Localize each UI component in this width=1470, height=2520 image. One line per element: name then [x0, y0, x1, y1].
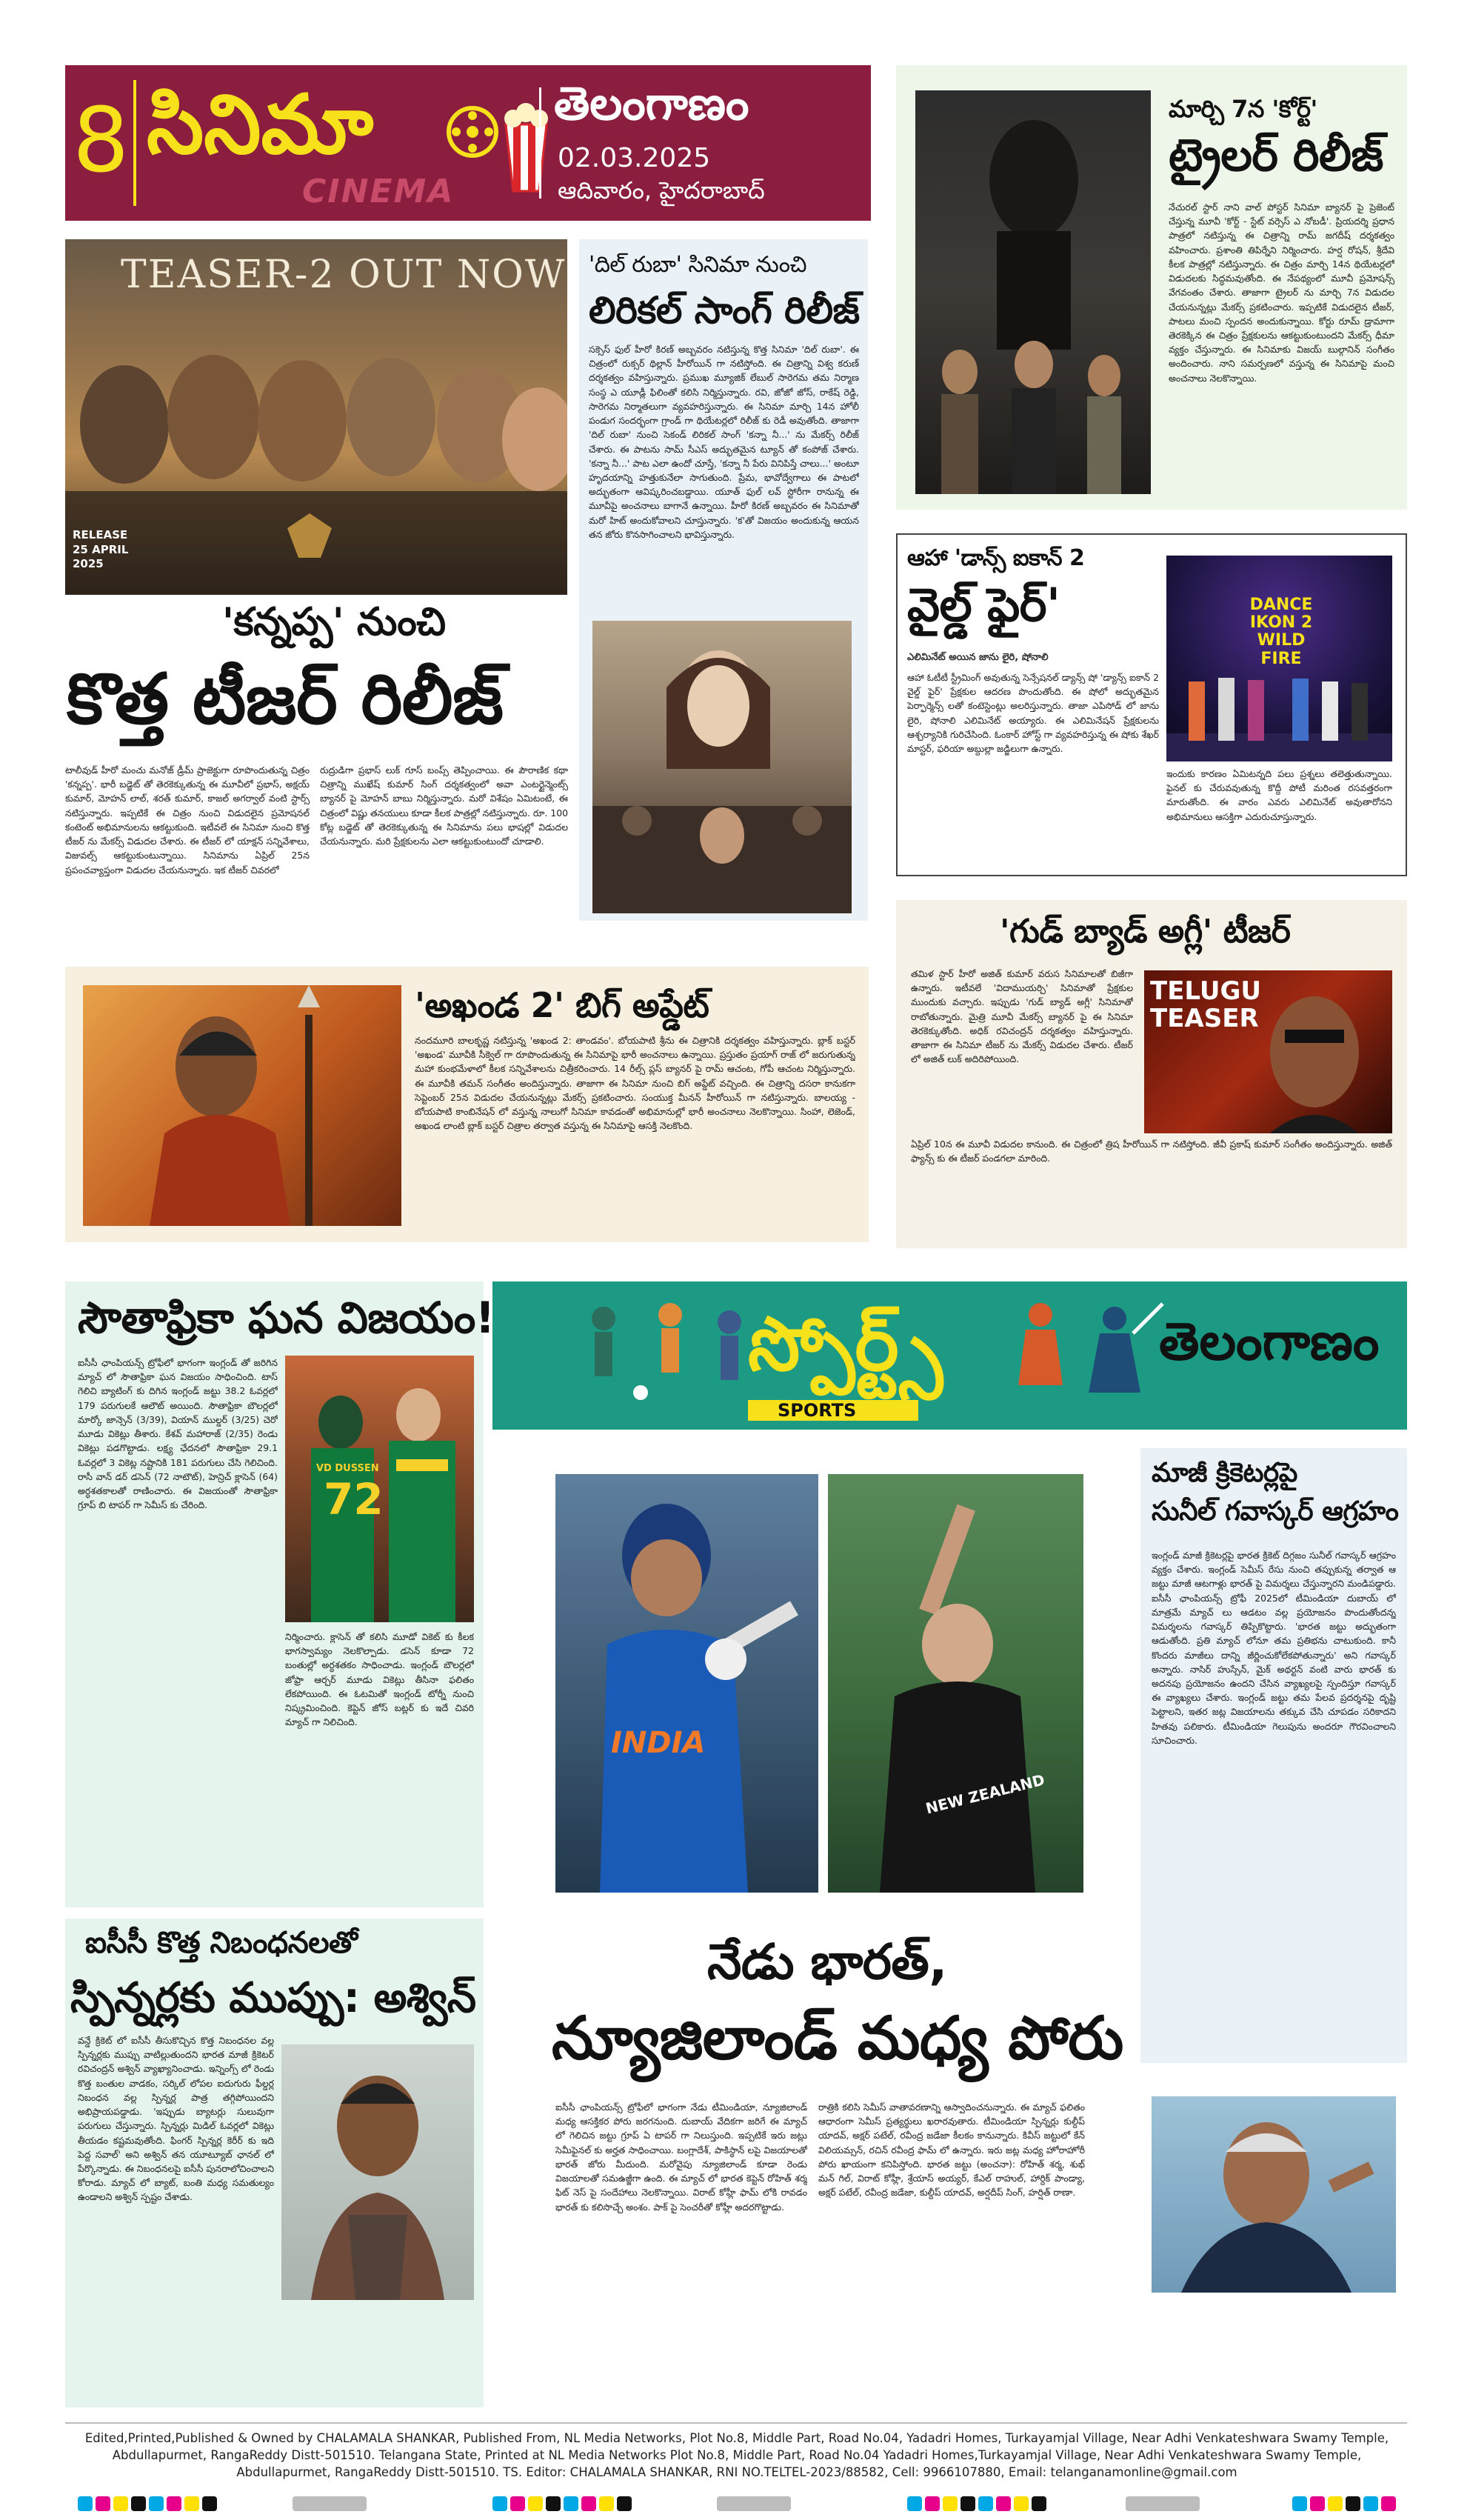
nz-player-photo: [828, 1474, 1083, 1893]
ashwin-kicker: ఐసీసీ కొత్త నిబంధనలతో: [85, 1926, 358, 1960]
kohli-batting-graphic: [555, 1474, 818, 1893]
masthead: [65, 65, 871, 221]
masthead-date: 02.03.2025: [558, 143, 711, 173]
dilruba-headline: లిరికల్ సాంగ్ రిలీజ్: [589, 289, 860, 332]
indnz-body-left: ఐసీసీ ఛాంపియన్స్ ట్రోఫీలో భాగంగా నేడు టీమిండియా, న్యూజిలాండ్ మధ్య ఆసక్తికర పోరు జరగనుంది. దుబాయ్ వేదికగా జరిగే ఈ మ్యాచ్ లో గెలిచిన జట్టు గ్రూప్ ఏ టాపర్ గా నిలుస్తుంది. ఇప్పటికే ఇరు జట్లు సెమీఫైనల్ కు అర్హత సాధించాయి. బంగ్లాదేశ్, పాకిస్థాన్ లపై విజయాలతో భారత్ జోరు మీదుంది. మరోవైపు న్యూజిలాండ్ కూడా రెండు విజయాలతో సమఉజ్జీగా ఉంది. ఈ మ్యాచ్ లో భారత కెప్టెన్ రోహిత్ శర్మ ఫిట్ నెస్ పై సందేహాలు నెలకొన్నాయి. విరాట్ కోహ్లీ ఫామ్ లోకి రావడం భారత్ కు కలిసొచ్చే అంశం. పాక్ పై సెంచరీతో కోహ్లీ అదరగొట్టాడు.: [555, 2101, 807, 2213]
dance-photo: [1166, 556, 1392, 761]
gavaskar-portrait-graphic: [1152, 2096, 1396, 2293]
gavaskar-kicker: మాజీ క్రికెటర్లపై: [1152, 1458, 1297, 1488]
dance-body-left: ఆహా ఓటీటీ స్ట్రీమింగ్ అవుతున్న సెన్సేషనల్ డ్యాన్స్ షో 'డ్యాన్స్ ఐకాన్ 2 వైల్డ్ ఫైర్' ప్రేక్షకుల ఆదరణ పొందుతోంది. ఈ షోలో అద్భుతమైన పెర్ఫార్మెన్స్ లతో కంటెస్టెంట్లు అలరిస్తున్నారు. తాజా ఎపిసోడ్ లో జాను లైరి, షోనాలి ఎలిమినేట్ అయ్యారు. ఈ ఎలిమినేషన్ ప్రేక్షకులను ఆశ్చర్యానికి గురిచేసింది. ఓంకార్ హోస్ట్ గా వ్యవహరిస్తున్న ఈ షోకు శేఖర్ మాస్టర్, ఫరియా అబ్దుల్లా జడ్జిలుగా ఉన్నారు.: [907, 672, 1159, 755]
gavaskar-headline: సునీల్ గవాస్కర్ ఆగ్రహం: [1152, 1496, 1399, 1527]
indnz-kicker: నేడు భారత్,: [707, 1933, 947, 1990]
court-kicker: మార్చి 7న 'కోర్ట్': [1169, 95, 1317, 123]
ashwin-photo: [281, 2044, 474, 2300]
registration-marks-3: [907, 2496, 1049, 2514]
gavaskar-body: ఇంగ్లండ్ మాజీ క్రికెటర్లపై భారత క్రికెట్ దిగ్గజం సునీల్ గవాస్కర్ ఆగ్రహం వ్యక్తం చేశారు. ఇంగ్లండ్ సెమీస్ రేసు నుంచి తప్పుకున్న తర్వాత ఆ జట్టు మాజీ ఆటగాళ్లు భారత్ పై విమర్శలు చేస్తున్నారని మండిపడ్డారు. ఐసీసీ ఛాంపియన్స్ ట్రోఫీ 2025లో టీమిండియా దుబాయ్ లో మాత్రమే మ్యాచ్ లు ఆడటం వల్ల ప్రయోజనం పొందుతోందన్న విమర్శలను గవాస్కర్ తిప్పికొట్టారు. 'భారత జట్టు అద్భుతంగా ఆడుతోంది. ప్రతి మ్యాచ్ లోనూ తమ ప్రతిభను చాటుకుంది. కానీ కొందరు మాజీలు దాన్ని జీర్ణించుకోలేకపోతున్నారు' అని గవాస్కర్ అన్నారు. నాసిర్ హుస్సేన్, మైక్ అథర్టన్ వంటి వారు భారత్ కు అదనపు ప్రయోజనం ఉందని చేసిన వ్యాఖ్యలపై స్పందిస్తూ గవాస్కర్ ఈ వ్యాఖ్యలు చేశారు. ఇంగ్లండ్ జట్టు తమ పేలవ ప్రదర్శనపై దృష్టి పెట్టాలని, ఇతర జట్ల విజయాలను తక్కువ చేసి చూపడం సరికాదని హితవు పలికారు. టీమిండియా గెలుపును అందరూ గౌరవించాలని సూచించారు.: [1152, 1550, 1396, 1746]
kannappa-poster: [65, 239, 567, 595]
masthead-day-place: ఆదివారం, హైదరాబాద్: [558, 176, 765, 204]
registration-bar-1: [293, 2496, 367, 2511]
dance-headline: వైల్డ్ ఫైర్': [907, 578, 1060, 632]
dilruba-figures-graphic: [592, 621, 852, 913]
sports-paper-name: తెలంగాణం: [1159, 1311, 1380, 1372]
dilruba-kicker: 'దిల్ రుబా' సినిమా నుంచి: [589, 252, 807, 278]
masthead-vline: [539, 87, 541, 199]
sa-jersey-number: 72: [324, 1474, 384, 1524]
registration-marks-2: [492, 2496, 635, 2514]
sa-body-right: నిర్మించారు. క్లాసెన్ తో కలిసి మూడో వికెట్ కు కీలక భాగస్వామ్యం నెలకొల్పాడు. డసెన్ కూడా 72 బంతుల్లో అర్ధశతకం సాధించాడు. ఇంగ్లండ్ బౌలర్లలో జోఫ్రా ఆర్చర్ మూడు వికెట్లు తీసినా ఫలితం లేకపోయింది. ఈ ఓటమితో ఇంగ్లండ్ టోర్నీ నుంచి నిష్క్రమించింది. కెప్టెన్ జోస్ బట్లర్ కు ఇదే చివరి మ్యాచ్ గా నిలిచింది.: [285, 1631, 474, 1728]
sa-photo: [285, 1356, 474, 1622]
kannappa-body-left: టాలీవుడ్ హీరో మంచు మనోజ్ డ్రీమ్ ప్రాజెక్టుగా రూపొందుతున్న చిత్రం 'కన్నప్ప'. భారీ బడ్జెట్ తో తెరకెక్కుతున్న ఈ మూవీలో ప్రభాస్, అక్షయ్ కుమార్, మోహన్ లాల్, శరత్ కుమార్, కాజల్ అగర్వాల్ వంటి స్టార్స్ నటిస్తున్నారు. ఇప్పటికే ఈ చిత్రం నుంచి విడుదలైన ప్రమోషనల్ కంటెంట్ అభిమానులను ఆకట్టుకుంది. ఇటీవలే ఈ సినిమా నుంచి కొత్త టీజర్ ను మేకర్స్ విడుదల చేశారు. ఈ టీజర్ లో యాక్షన్ సన్నివేశాలు, విజువల్స్ ఆకట్టుకుంటున్నాయి. సినిమాను ఏప్రిల్ 25న ప్రపంచవ్యాప్తంగా విడుదల చేయనున్నారు. ఇక టీజర్ చివరలో: [65, 764, 310, 876]
sa-headline: సౌతాఫ్రికా ఘన విజయం!: [78, 1293, 495, 1343]
footer-imprint: Edited,Printed,Published & Owned by CHALAMALA SHANKAR, Published From, NL Media Networks, Plot No.8, Middle Part, Road No.04, Yadadri Homes, Turkayamjal Village, Near Adhi Venkateshwara Swamy Temple, Abdullapurmet, RangaReddy Distt-501510. Telangana State, Printed at NL Media Networks Plot No.8, Middle Part, Road No.04 Yadadri Homes,Turkayamjal Village, Near Adhi Venkateshwara Swamy Temple, Abdullapurmet, RangaReddy Distt-501510. TS. Editor: CHALAMALA SHANKAR, RNI NO.TELTEL-2023/88582, Cell: 9966107880, Email: telanganamonline@gmail.com: [84, 2431, 1389, 2480]
court-photo: [915, 90, 1151, 494]
gbu-photo: [1144, 970, 1392, 1133]
sa-body-left: ఐసీసీ ఛాంపియన్స్ ట్రోఫీలో భాగంగా ఇంగ్లండ్ తో జరిగిన మ్యాచ్ లో సౌతాఫ్రికా ఘన విజయం సాధించింది. టాస్ గెలిచి బ్యాటింగ్ కు దిగిన ఇంగ్లండ్ జట్టు 38.2 ఓవర్లలో 179 పరుగులకే ఆలౌట్ అయింది. సౌతాఫ్రికా బౌలర్లలో మార్కో జాన్సెన్ (3/39), వియాన్ ముల్డర్ (3/25) చెరో మూడు వికెట్లు తీశారు. కేశవ్ మహారాజ్ (2/35) రెండు వికెట్లు పడగొట్టాడు. లక్ష్య ఛేదనలో సౌతాఫ్రికా 29.1 ఓవర్లలో 3 వికెట్ల నష్టానికి 181 పరుగులు చేసి గెలిచింది. రాసీ వాన్ డర్ డసెన్ (72 నాటౌట్), హెన్రిచ్ క్లాసెన్ (64) అర్ధశతకాలతో రాణించారు. ఈ విజయంతో సౌతాఫ్రికా గ్రూప్ బి టాపర్ గా సెమీస్ కు చేరింది.: [78, 1357, 278, 1511]
registration-bar-2: [717, 2496, 791, 2511]
registration-marks-1: [78, 2496, 220, 2514]
gbu-teaser-text: TELUGU TEASER: [1150, 976, 1261, 1034]
poster-teaser-text: TEASER-2 OUT NOW: [121, 253, 567, 297]
section-title: సినిమా: [147, 77, 374, 172]
paper-name: తెలంగాణం: [554, 76, 749, 130]
gbu-body-right: ఏప్రిల్ 10న ఈ మూవీ విడుదల కానుంది. ఈ చిత్రంలో త్రిష హీరోయిన్ గా నటిస్తోంది. జీవీ ప్రకాష్ కుమార్ సంగీతం అందిస్తున్నారు. అజిత్ ఫ్యాన్స్ కు ఈ టీజర్ పండగలా మారింది.: [911, 1139, 1392, 1164]
akhanda-body: నందమూరి బాలకృష్ణ నటిస్తున్న 'అఖండ 2: తాండవం'. బోయపాటి శ్రీను ఈ చిత్రానికి దర్శకత్వం వహిస్తున్నారు. బ్లాక్ బస్టర్ 'అఖండ' మూవీకి సీక్వెల్ గా రూపొందుతున్న ఈ సినిమాపై భారీ అంచనాలు ఉన్నాయి. ప్రస్తుతం ప్రయాగ్ రాజ్ లో జరుగుతున్న మహా కుంభమేళాలో కీలక సన్నివేశాలను చిత్రీకరించారు. 14 రీల్స్ ప్లస్ బ్యానర్ పై రామ్ ఆచంట, గోపీ ఆచంట నిర్మిస్తున్నారు. ఈ మూవీకి తమన్ సంగీతం అందిస్తున్నారు. తాజాగా ఈ సినిమా నుంచి బిగ్ అప్డేట్ వచ్చింది. ఈ చిత్రాన్ని దసరా కానుకగా సెప్టెంబర్ 25న విడుదల చేయనున్నట్లు మేకర్స్ ప్రకటించారు. సంయుక్త మీనన్ హీరోయిన్ గా నటిస్తున్నారు. బాలయ్య - బోయపాటి కాంబినేషన్ లో వస్తున్న నాలుగో సినిమా కావడంతో అభిమానుల్లో భారీ అంచనాలు నెలకొన్నాయి. సింహా, లెజెండ్, అఖండ లాంటి బ్లాక్ బస్టర్ చిత్రాల తర్వాత వస్తున్న ఈ సినిమాపై ఆసక్తి నెలకొంది.: [415, 1035, 855, 1132]
sports-players-graphic: [996, 1289, 1166, 1422]
dance-body-right: ఇందుకు కారణం ఏమిటన్నది పలు ప్రశ్నలు తలెత్తుతున్నాయి. ఫైనల్ కు చేరువవుతున్న కొద్దీ పోటీ మరింత రసవత్తరంగా మారుతోంది. ఈ వారం ఎవరు ఎలిమినేట్ అవుతారోనని అభిమానులు ఆసక్తిగా ఎదురుచూస్తున్నారు.: [1166, 768, 1392, 822]
gavaskar-photo: [1152, 2096, 1396, 2293]
ashwin-body: వన్డే క్రికెట్ లో ఐసీసీ తీసుకొచ్చిన కొత్త నిబంధనల వల్ల స్పిన్నర్లకు ముప్పు వాటిల్లుతుందని భారత మాజీ క్రికెటర్ రవిచంద్రన్ అశ్విన్ వ్యాఖ్యానించాడు. ఇన్నింగ్స్ లో రెండు కొత్త బంతుల వాడకం, సర్కిల్ లోపల ఐదుగురు ఫీల్డర్ల నిబంధన వల్ల స్పిన్నర్ల పాత్ర తగ్గిపోయిందని అభిప్రాయపడ్డాడు. 'ఇప్పుడు బ్యాటర్లు సులువుగా పరుగులు చేస్తున్నారు. స్పిన్నర్లు మిడిల్ ఓవర్లలో వికెట్లు తీయడం కష్టమవుతోంది. ఫింగర్ స్పిన్నర్ల కెరీర్ కు ఇది పెద్ద సవాల్' అని అశ్విన్ తన యూట్యూబ్ ఛానల్ లో పేర్కొన్నాడు. ఈ నిబంధనలపై ఐసీసీ పునరాలోచించాలని కోరాడు. మ్యాచ్ లో బ్యాట్, బంతి మధ్య సమతుల్యం ఉండాలని అశ్విన్ స్పష్టం చేశాడు.: [78, 2035, 274, 2203]
akhanda-photo: [83, 985, 401, 1226]
court-headline: ట్రైలర్ రిలీజ్: [1169, 130, 1383, 181]
registration-bar-3: [1126, 2496, 1200, 2511]
akhanda-figure-graphic: [83, 985, 401, 1226]
indnz-body-right: రాత్రికి కలిసి సెమీస్ వాతావరణాన్ని ఆస్వాదించనున్నారు. ఈ మ్యాచ్ ఫలితం ఆధారంగా సెమీస్ ప్రత్యర్థులు ఖరారవుతారు. టీమిండియా స్పిన్నర్లు కుల్దీప్ యాదవ్, అక్షర్ పటేల్, రవీంద్ర జడేజా కీలకం కానున్నారు. కివీస్ జట్టులో కేన్ విలియమ్సన్, రచిన్ రవీంద్ర ఫామ్ లో ఉన్నారు. ఇరు జట్ల మధ్య హోరాహోరీ పోరు ఖాయంగా కనిపిస్తోంది. భారత జట్టు (అంచనా): రోహిత్ శర్మ, శుభ్ మన్ గిల్, విరాట్ కోహ్లీ, శ్రేయాస్ అయ్యర్, కేఎల్ రాహుల్, హార్దిక్ పాండ్యా, అక్షర్ పటేల్, రవీంద్ర జడేజా, కుల్దీప్ యాదవ్, అర్షదీప్ సింగ్, హర్షిత్ రాణా.: [818, 2101, 1085, 2199]
gbu-face-graphic: [1240, 985, 1389, 1133]
akhanda-headline: 'అఖండ 2' బిగ్ అప్డేట్: [415, 985, 709, 1025]
kannappa-kicker: 'కన్నప్ప' నుంచి: [222, 600, 446, 644]
gbu-body-left: తమిళ స్టార్ హీరో అజిత్ కుమార్ వరుస సినిమాలతో బిజీగా ఉన్నారు. ఇటీవలే 'విదాముయర్చి' సినిమాతో ప్రేక్షకుల ముందుకు వచ్చారు. ఇప్పుడు 'గుడ్ బ్యాడ్ అగ్లీ' సినిమాతో రాబోతున్నారు. మైత్రి మూవీ మేకర్స్ బ్యానర్ పై ఈ సినిమా తెరకెక్కుతోంది. అధిక్ రవిచంద్రన్ దర్శకత్వం వహిస్తున్నారు. తాజాగా ఈ సినిమా టీజర్ ను మేకర్స్ విడుదల చేశారు. టీజర్ లో అజిత్ లుక్ అదిరిపోయింది.: [911, 968, 1133, 1065]
dance-logo-text: DANCE IKON 2 WILD FIRE: [1249, 596, 1313, 668]
dilruba-body: సక్సెస్ ఫుల్ హీరో కిరణ్ అబ్బవరం నటిస్తున్న కొత్త సినిమా 'దిల్ రుబా'. ఈ చిత్రంలో రుక్సర్ థిల్లాన్ హీరోయిన్ గా నటిస్తోంది. ఈ చిత్రాన్ని విశ్వ కరుణ్ దర్శకత్వం వహిస్తున్నారు. ప్రముఖ మ్యూజిక్ లేబుల్ సారెగమ తమ నిర్మాణ సంస్థ ఎ యూడ్లీ ఫిలింతో కలిసి నిర్మిస్తున్నారు. రవి, జోజో జోస్, రాకేష్ రెడ్డి, సారెగమ నిర్మాతలుగా వ్యవహరిస్తున్నారు. ఈ సినిమా మార్చి 14న హోలీ పండుగ సందర్భంగా గ్రాండ్ గా థియేటర్లలో రిలీజ్ కు రెడీ అవుతోంది. తాజాగా 'దిల్ రుబా' నుంచి సెకండ్ లిరికల్ సాంగ్ 'కన్నా నీ...' ను మేకర్స్ రిలీజ్ చేశారు. ఈ పాటను సామ్ సీఎస్ అద్భుతమైన ట్యూన్ తో కంపోజ్ చేశారు. 'కన్నా నీ...' పాట ఎలా ఉందో చూస్తే, 'కన్నా నీ పేరు వినిపిస్తే చాలు...' అంటూ హృదయాన్ని హత్తుకునేలా సాగుతుంది. ప్రేమ, భావోద్వేగాలు ఈ పాటలో అద్భుతంగా ఆవిష్కరించబడ్డాయి. యూత్ ఫుల్ లవ్ స్టోరీగా రానున్న ఈ మూవీపై అంచనాలు బాగానే ఉన్నాయి. హీరో కిరణ్ అబ్బవరం ఈ సినిమాతో మరో హిట్ అందుకోవాలని చూస్తున్నారు. 'క'తో విజయం అందుకున్న ఆయన తన జోరు కొనసాగించాలని భావిస్తున్నారు.: [589, 344, 859, 540]
ashwin-headline: స్పిన్నర్లకు ముప్పు: అశ్విన్: [70, 1974, 476, 2022]
indnz-headline: న్యూజిలాండ్ మధ్య పోరు: [552, 2004, 1123, 2073]
nz-bowling-graphic: [828, 1474, 1083, 1893]
kannappa-headline: కొత్త టీజర్ రిలీజ్: [67, 659, 504, 740]
dilruba-photo: [592, 621, 852, 913]
footer-rule: [65, 2422, 1407, 2424]
sports-title: స్పోర్ట్స్: [748, 1301, 943, 1387]
popcorn-film-icon: [435, 80, 561, 206]
sa-jersey-name: VD DUSSEN: [316, 1463, 379, 1474]
kannappa-body-right: రుద్రుడిగా ప్రభాస్ లుక్ గూస్ బంప్స్ తెప్పించాయి. ఈ పౌరాణిక కథా చిత్రాన్ని ముఖేష్ కుమార్ సింగ్ దర్శకత్వంలో అవా ఎంటర్టైన్మెంట్స్ బ్యానర్ పై మోహన్ బాబు నిర్మిస్తున్నారు. మరో విశేషం ఏమిటంటే, ఈ చిత్రంలో విష్ణు తనయులు కూడా కీలక పాత్రల్లో నటిస్తున్నారు. రూ. 100 కోట్ల బడ్జెట్ తో తెరకెక్కుతున్న ఈ సినిమాను పలు భాషల్లో విడుదల చేయనున్నారు. మరి ప్రేక్షకులను ఎలా ఆకట్టుకుంటుందో చూడాలి.: [320, 764, 568, 847]
dance-subhead: ఎలిమినేట్ అయిన జాను లైరి, షోనాలి: [907, 652, 1049, 663]
sports-banner: [492, 1281, 1407, 1430]
poster-release-text: RELEASE 25 APRIL 2025: [73, 528, 129, 570]
sports-athletes-graphic: [559, 1289, 759, 1422]
court-body: నేచురల్ స్టార్ నాని వాల్ పోస్టర్ సినిమా బ్యానర్ పై ప్రెజెంట్ చేస్తున్న మూవీ 'కోర్ట్ - స్టేట్ వర్సెస్ ఎ నోబడీ'. ప్రియదర్శి ప్రధాన పాత్రలో నటిస్తున్న ఈ చిత్రాన్ని రామ్ జగదీష్ దర్శకత్వం వహించారు. ప్రశాంతి తిపిర్నేని నిర్మించారు. హర్ష రోషన్, శ్రీదేవి కీలక పాత్రల్లో నటిస్తున్నారు. ఈ చిత్రం మార్చి 14న థియేటర్లలో విడుదలకు సిద్ధమవుతోంది. ఈ నేపథ్యంలో మూవీ ప్రమోషన్స్ వేగవంతం చేశారు. తాజాగా ట్రైలర్ ను మార్చి 7న విడుదల చేయనున్నట్లు మేకర్స్ ప్రకటించారు. ఇప్పటికే విడుదలైన టీజర్, పాటలు మంచి స్పందన అందుకున్నాయి. కోర్టు రూమ్ డ్రామాగా తెరకెక్కిన ఈ చిత్రం ప్రేక్షకులను ఆకట్టుకుంటుందని మేకర్స్ ధీమా వ్యక్తం చేస్తున్నారు. ఈ సినిమాకు విజయ్ బుల్గానిన్ సంగీతం అందించారు. నాని సమర్పణలో వస్తున్న ఈ సినిమాపై మంచి అంచనాలు నెలకొన్నాయి.: [1169, 201, 1394, 384]
page-number: 8: [73, 90, 130, 193]
poster-faces-graphic: [65, 306, 567, 595]
dance-stage-graphic: [1166, 652, 1392, 761]
court-figures-graphic: [915, 90, 1151, 494]
ashwin-portrait-graphic: [281, 2044, 474, 2300]
kohli-jersey-text: INDIA: [611, 1726, 706, 1760]
dance-kicker: ఆహా 'డాన్స్ ఐకాన్ 2: [907, 545, 1085, 571]
masthead-divider: [133, 80, 136, 206]
registration-marks-4: [1292, 2496, 1399, 2514]
nz-jersey-text: NEW ZEALAND: [923, 1770, 1047, 1818]
gbu-headline: 'గుడ్ బ్యాడ్ అగ్లీ' టీజర్: [1000, 913, 1291, 950]
section-subtitle: CINEMA: [302, 173, 455, 210]
kohli-photo: [555, 1474, 818, 1893]
sports-subtitle: SPORTS: [748, 1400, 918, 1421]
